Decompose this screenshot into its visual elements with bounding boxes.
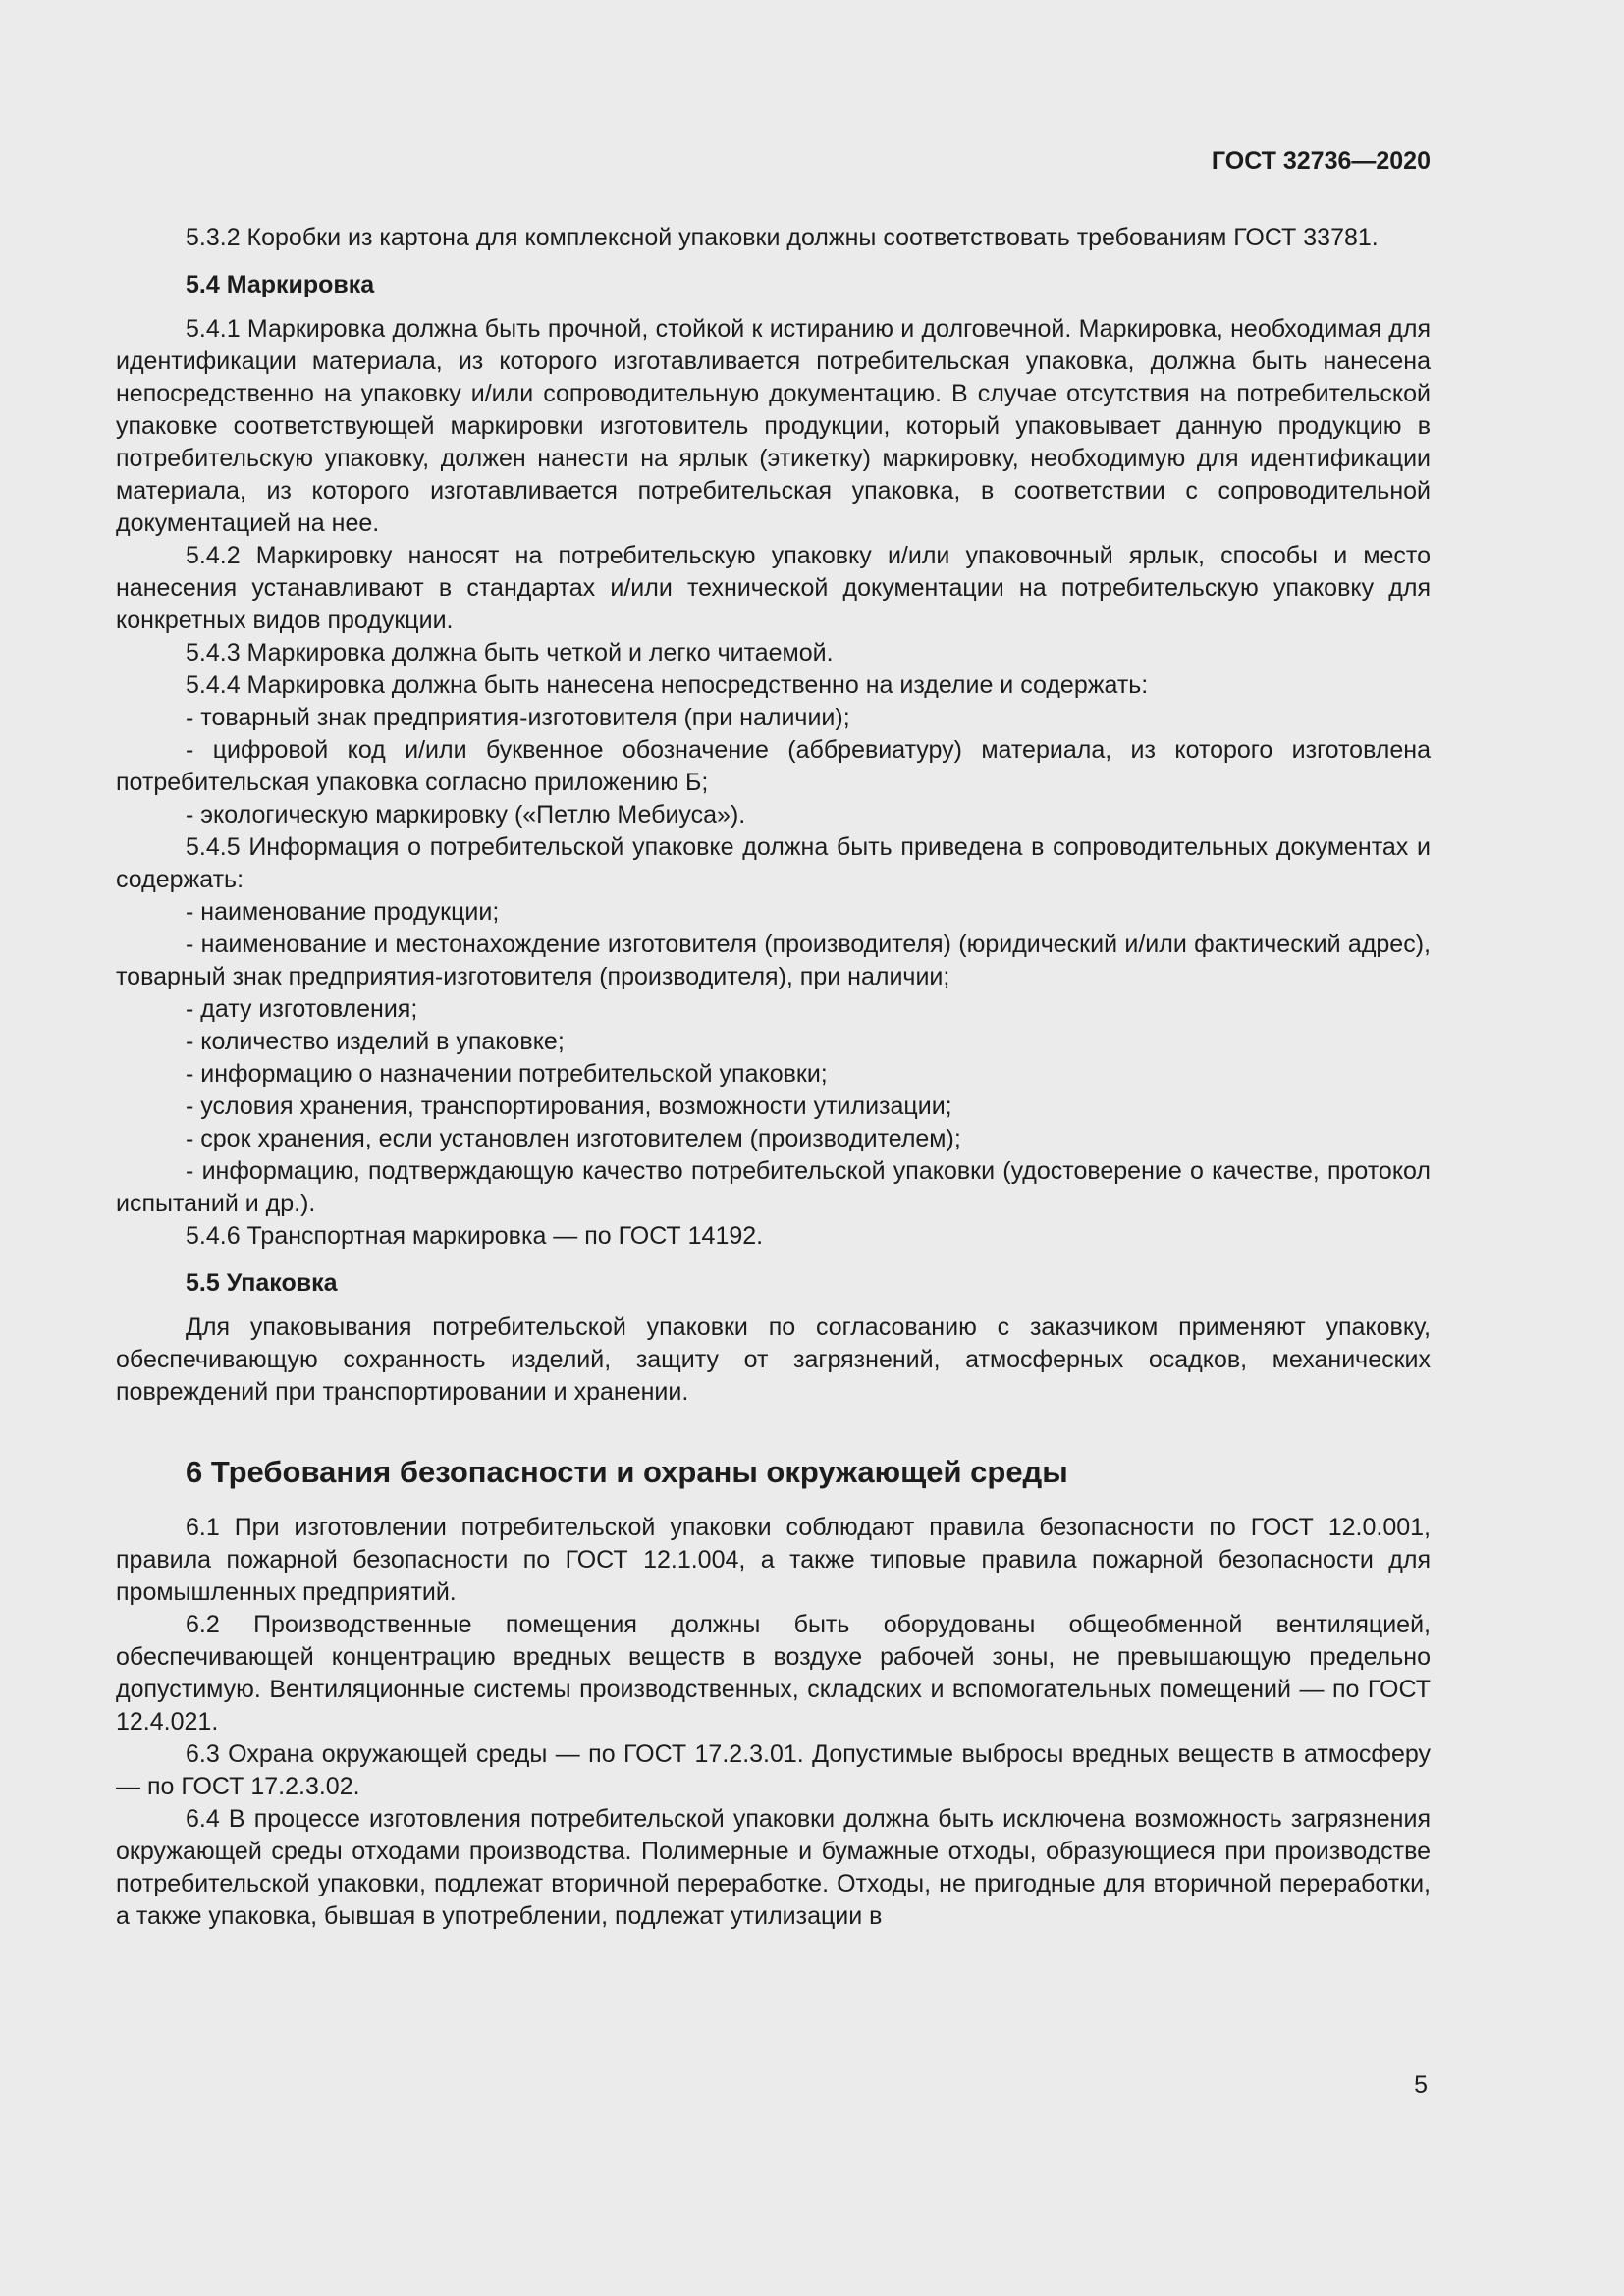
list-item: - информацию, подтверждающую качество потребительской упаковки (удостоверение о качестве, протокол испытаний и др.).	[116, 1157, 1431, 1217]
packaging-paragraph: Для упаковывания потребительской упаковки по согласованию с заказчиком применяют упаковку, обеспечивающую сохранность изделий, защиту от загрязнений, атмосферных осадков, механических повреждений при транспортировании и хранении.	[116, 1313, 1431, 1406]
clause-5-4-3: 5.4.3 Маркировка должна быть четкой и легко читаемой.	[186, 639, 834, 667]
clause-5-4-1: 5.4.1 Маркировка должна быть прочной, стойкой к истиранию и долговечной. Маркировка, необходимая для идентификации материала, из которого изготавливается потребительская упаковка, должна быть нанесена непосредственно на упаковку и/или сопроводительную документацию. В случае отсутствия на потребительской упаковке соответствующей маркировки изготовитель продукции, который упаковывает данную продукцию в потребительскую упаковку, должен нанести на ярлык (этикетку) маркировку, необходимую для идентификации материала, из которого изготавливается потребительская упаковка, в соответствии с сопроводительной документацией на нее.	[116, 315, 1431, 537]
clause-6-4: 6.4 В процессе изготовления потребительской упаковки должна быть исключена возможность загрязнения окружающей среды отходами производства. Полимерные и бумажные отходы, образующиеся при производстве потребительской упаковки, подлежат вторичной переработке. Отходы, не пригодные для вторичной переработки, а также упаковка, бывшая в употреблении, подлежат утилизации в	[116, 1805, 1431, 1930]
document-id-header: ГОСТ 32736—2020	[1211, 147, 1431, 175]
list-item: - информацию о назначении потребительской упаковки;	[186, 1060, 828, 1088]
list-item: - дату изготовления;	[186, 995, 418, 1023]
clause-5-4-4: 5.4.4 Маркировка должна быть нанесена непосредственно на изделие и содержать:	[186, 671, 1149, 699]
clause-6-2: 6.2 Производственные помещения должны быть оборудованы общеобменной вентиляцией, обеспечивающей концентрацию вредных веществ в воздухе рабочей зоны, не превышающую предельно допустимую. Вентиляционные системы производственных, складских и вспомогательных помещений — по ГОСТ 12.4.021.	[116, 1611, 1431, 1735]
page-number: 5	[1414, 2071, 1428, 2099]
document-body	[116, 222, 1431, 1933]
clause-5-3-2: 5.3.2 Коробки из картона для комплексной упаковки должны соответствовать требованиям ГОСТ 33781.	[186, 224, 1379, 251]
clause-5-4-6: 5.4.6 Транспортная маркировка — по ГОСТ 14192.	[186, 1222, 764, 1250]
clause-5-4-2: 5.4.2 Маркировку наносят на потребительскую упаковку и/или упаковочный ярлык, способы и место нанесения устанавливают в стандартах и/или технической документации на потребительскую упаковку для конкретных видов продукции.	[116, 542, 1431, 634]
list-item: - экологическую маркировку («Петлю Мебиуса»).	[186, 801, 746, 828]
section-heading-5-4: 5.4 Маркировка	[186, 271, 375, 298]
clause-6-1: 6.1 При изготовлении потребительской упаковки соблюдают правила безопасности по ГОСТ 12.0.001, правила пожарной безопасности по ГОСТ 12.1.004, а также типовые правила пожарной безопасности для промышленных предприятий.	[116, 1514, 1431, 1606]
list-item: - цифровой код и/или буквенное обозначение (аббревиатуру) материала, из которого изготовлена потребительская упаковка согласно приложению Б;	[116, 736, 1431, 796]
clause-5-4-5: 5.4.5 Информация о потребительской упаковке должна быть приведена в сопроводительных документах и содержать:	[116, 833, 1431, 893]
list-item: - срок хранения, если установлен изготовителем (производителем);	[186, 1125, 961, 1152]
list-item: - товарный знак предприятия-изготовителя (при наличии);	[186, 704, 850, 731]
section-heading-6: 6 Требования безопасности и охраны окружающей среды	[186, 1455, 1068, 1489]
list-item: - наименование продукции;	[186, 898, 500, 926]
list-item: - наименование и местонахождение изготовителя (производителя) (юридический и/или фактический адрес), товарный знак предприятия-изготовителя (производителя), при наличии;	[116, 931, 1431, 990]
section-heading-5-5: 5.5 Упаковка	[186, 1269, 338, 1297]
list-item: - количество изделий в упаковке;	[186, 1028, 565, 1055]
clause-6-3: 6.3 Охрана окружающей среды — по ГОСТ 17.2.3.01. Допустимые выбросы вредных веществ в атмосферу — по ГОСТ 17.2.3.02.	[116, 1740, 1431, 1800]
list-item: - условия хранения, транспортирования, возможности утилизации;	[186, 1093, 952, 1120]
